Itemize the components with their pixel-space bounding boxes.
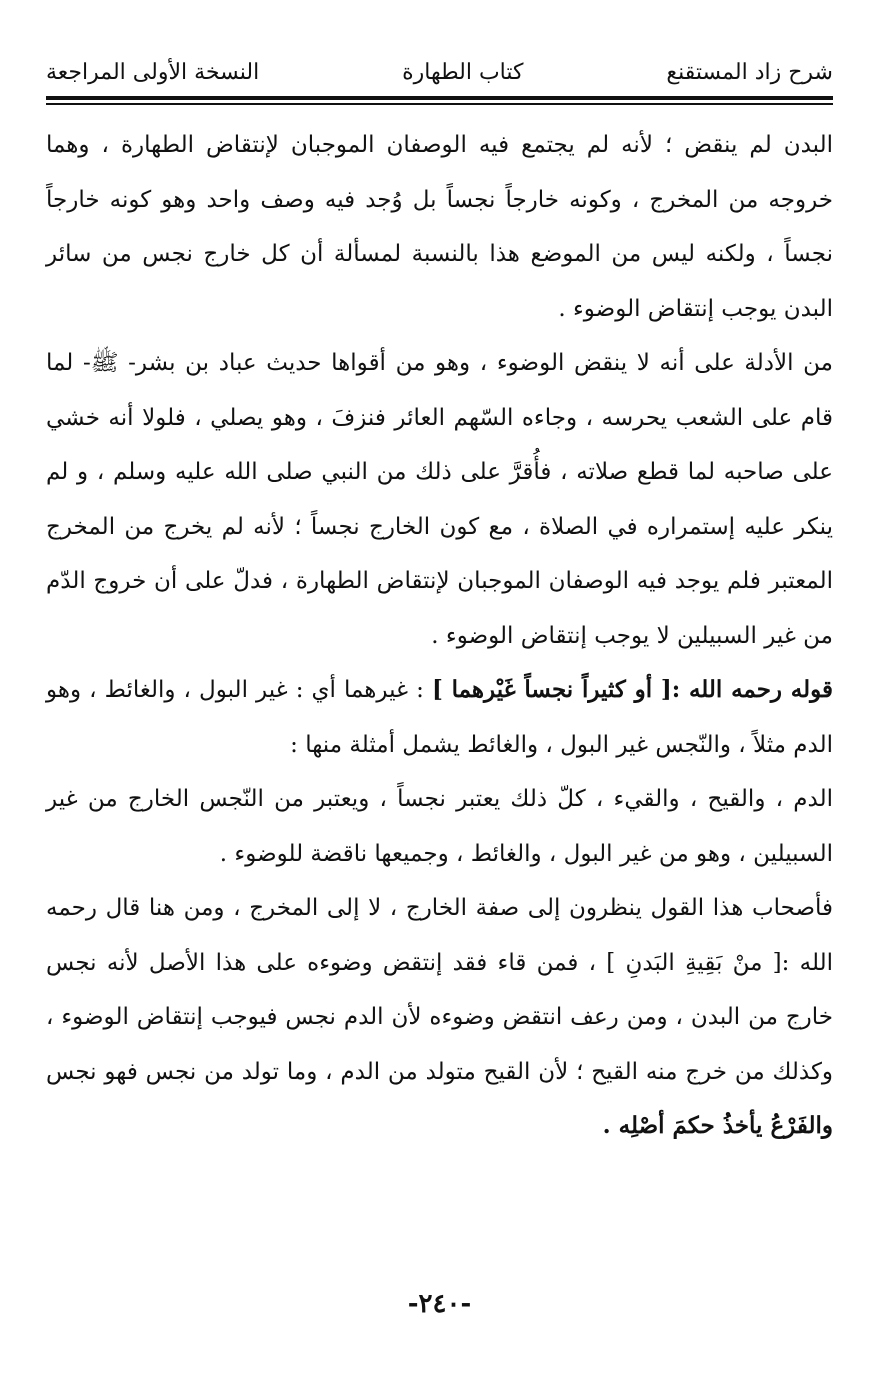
paragraph-3 [46, 663, 833, 772]
paragraph-2: من الأدلة على أنه لا ينقض الوضوء ، وهو من أقواها حديث عباد بن بشر- ﷺ- لما قام على الشعب يحرسه ، وجاءه السّهم العائر فنزفَ ، وهو يصلي ، فلولا أنه خشي على صاحبه لما قطع صلاته ، فأُقرَّ على ذلك من النبي صلى الله عليه وسلم ، و لم ينكر عليه إستمراره في الصلاة ، مع كون الخارج نجساً ؛ لأنه لم يخرج من المخرج المعتبر فلم يوجد فيه الوصفان الموجبان لإنتقاض الطهارة ، فدلّ على أن خروج الدّم من غير السبيلين لا يوجب إنتقاض الوضوء . [46, 350, 833, 649]
paragraph-5 [46, 881, 833, 1154]
paragraph-4: الدم ، والقيح ، والقيء ، كلّ ذلك يعتبر نجساً ، ويعتبر من النّجس الخارج من غير السبيلين ، وهو من غير البول ، والغائط ، وجميعها ناقضة للوضوء . [46, 786, 833, 867]
main-text [46, 118, 833, 1154]
header-rule-thin [46, 103, 833, 105]
paragraph-1: البدن لم ينقض ؛ لأنه لم يجتمع فيه الوصفان الموجبان لإنتقاض الطهارة ، وهما خروجه من المخرج ، وكونه خارجاً نجساً بل وُجد فيه وصف واحد وهو كونه خارجاً نجساً ، ولكنه ليس من الموضع هذا بالنسبة لمسألة أن كل خارج نجس من سائر البدن يوجب إنتقاض الوضوء . [46, 132, 833, 322]
header-rule-thick [46, 96, 833, 100]
page-number: -٢٤٠- [407, 1289, 472, 1319]
quoted-matn: قوله رحمه الله :[ أو كثيراً نجساً غَيْرهما ] [431, 676, 833, 703]
paragraph-3-text: : غيرهما أي : غير البول ، والغائط ، وهو الدم مثلاً ، والنّجس غير البول ، والغائط يشمل أمثلة منها : [46, 677, 833, 758]
paragraph-5-text: فأصحاب هذا القول ينظرون إلى صفة الخارج ، لا إلى المخرج ، ومن هنا قال رحمه الله :[ منْ بَقِيةِ البَدنِ ] ، فمن قاء فقد إنتقض وضوءه على هذا الأصل لأنه نجس خارج من البدن ، ومن رعف انتقض وضوءه لأن الدم نجس فيوجب إنتقاض الوضوء ، وكذلك من خرج منه القيح ؛ لأن القيح متولد من الدم ، وما تولد من نجس فهو نجس [46, 895, 833, 1085]
header-book-title: شرح زاد المستقنع [666, 59, 833, 85]
header-chapter-title: كتاب الطهارة [402, 59, 524, 85]
header-edition-note: النسخة الأولى المراجعة [46, 59, 260, 85]
legal-maxim: والفَرْعُ يأخذُ حكمَ أصْلِه . [602, 1112, 833, 1139]
running-header [46, 52, 833, 92]
